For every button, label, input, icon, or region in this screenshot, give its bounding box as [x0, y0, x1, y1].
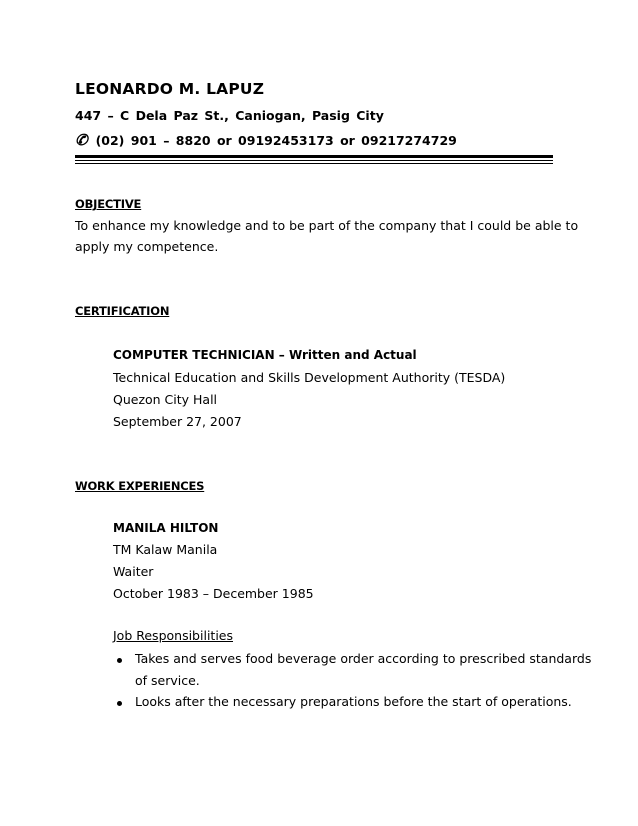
bullet-icon: [117, 658, 122, 663]
certification-date: September 27, 2007: [113, 414, 242, 429]
responsibility-1-line-2: of service.: [135, 673, 200, 688]
header-divider-thick: [75, 155, 553, 158]
phone-icon: ✆: [75, 131, 88, 149]
certification-location: Quezon City Hall: [113, 392, 218, 407]
employment-period: October 1983 – December 1985: [113, 586, 314, 601]
applicant-name: LEONARDO M. LAPUZ: [75, 80, 265, 98]
applicant-address: 447 – C Dela Paz St., Caniogan, Pasig City: [75, 108, 384, 123]
work-experiences-heading: WORK EXPERIENCES: [75, 479, 205, 493]
bullet-icon: [117, 701, 122, 706]
objective-text-line-1: To enhance my knowledge and to be part of the company that I could be able to: [75, 218, 579, 233]
job-responsibilities-label: Job Responsibilities: [113, 628, 233, 643]
certification-heading: CERTIFICATION: [75, 304, 170, 318]
responsibility-1-line-1: Takes and serves food beverage order according to prescribed standards: [135, 651, 592, 666]
responsibility-2-line-1: Looks after the necessary preparations before the start of operations.: [135, 694, 572, 709]
header-divider-thin-2: [75, 163, 553, 164]
contact-phone-numbers: (02) 901 – 8820 or 09192453173 or 09217274729: [95, 133, 457, 148]
certification-organization: Technical Education and Skills Development Authority (TESDA): [113, 370, 506, 385]
employer-location: TM Kalaw Manila: [113, 542, 218, 557]
job-position: Waiter: [113, 564, 154, 579]
employer-name: MANILA HILTON: [113, 521, 219, 535]
objective-heading: OBJECTIVE: [75, 197, 142, 211]
header-divider-thin: [75, 160, 553, 161]
objective-text-line-2: apply my competence.: [75, 239, 219, 254]
contact-phone-line: [75, 131, 457, 149]
certification-title: COMPUTER TECHNICIAN – Written and Actual: [113, 348, 417, 362]
